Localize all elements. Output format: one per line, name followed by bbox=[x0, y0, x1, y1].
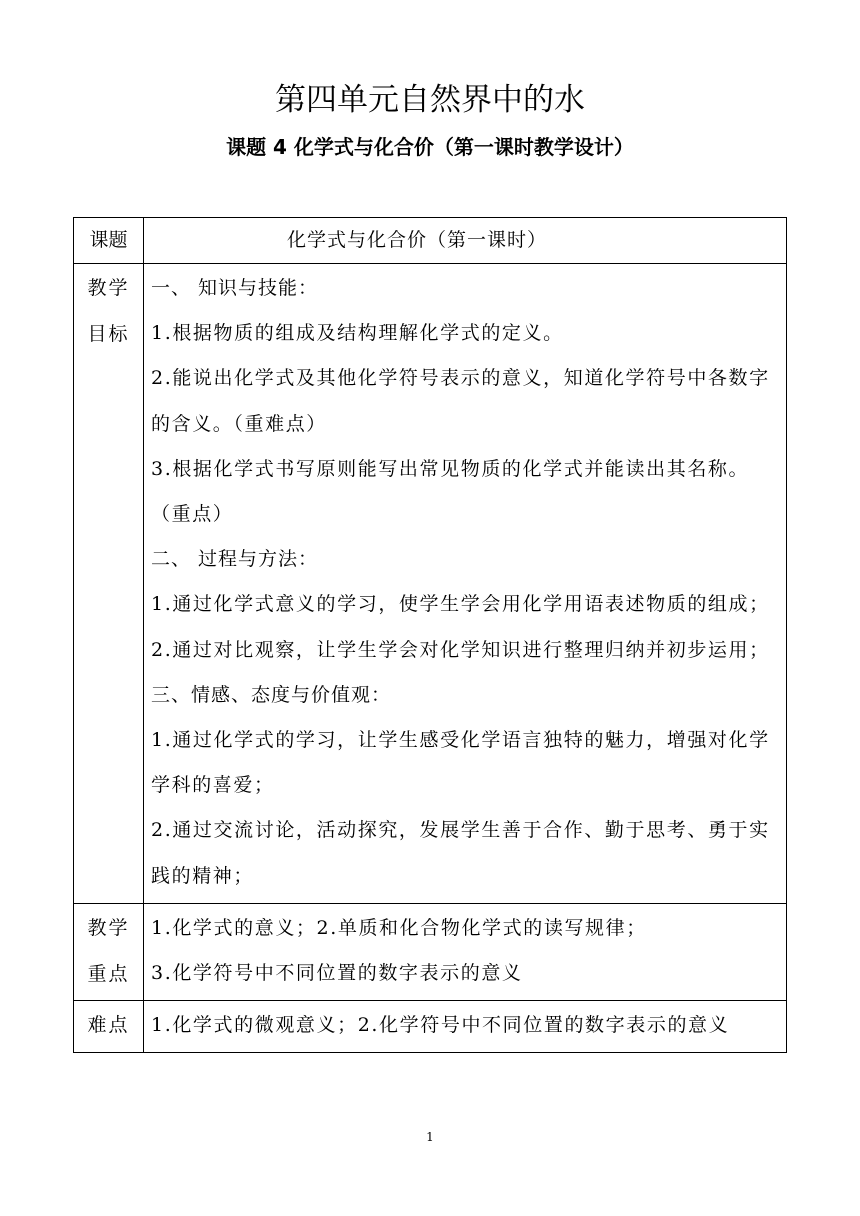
key-points-label bbox=[74, 903, 144, 1000]
objective-item: 2.通过交流讨论，活动探究，发展学生善于合作、勤于思考、勇于实践的精神； bbox=[151, 819, 770, 887]
objective-item: 2.能说出化学式及其他化学符号表示的意义，知道化学符号中各数字的含义。（重难点） bbox=[151, 367, 770, 435]
document-subtitle: 课题 4 化学式与化合价（第一课时教学设计） bbox=[226, 135, 634, 159]
topic-label: 课题 bbox=[74, 218, 144, 264]
objectives-label-line1: 教学 bbox=[87, 277, 130, 299]
objectives-row bbox=[74, 264, 787, 904]
topic-row bbox=[74, 218, 787, 264]
objectives-content bbox=[144, 264, 787, 904]
objective-item: 1.根据物质的组成及结构理解化学式的定义。 bbox=[151, 322, 564, 345]
objective-item: 1.通过化学式意义的学习，使学生学会用化学用语表述物质的组成； bbox=[151, 593, 770, 616]
objective-item: 1.通过化学式的学习，让学生感受化学语言独特的魅力，增强对化学学科的喜爱； bbox=[151, 729, 770, 797]
difficult-points-label bbox=[74, 1001, 144, 1053]
objectives-label-line2: 目标 bbox=[87, 323, 130, 345]
topic-value: 化学式与化合价（第一课时） bbox=[144, 218, 787, 264]
document-title: 第四单元自然界中的水 bbox=[275, 82, 585, 118]
difficult-points-label-text: 难点 bbox=[87, 1014, 130, 1037]
key-point-item: 3.化学符号中不同位置的数字表示的意义 bbox=[151, 962, 523, 985]
page-number: 1 bbox=[426, 1130, 434, 1144]
objective-item: 3.根据化学式书写原则能写出常见物质的化学式并能读出其名称。（重点） bbox=[151, 457, 750, 526]
key-points-label-line2: 重点 bbox=[87, 962, 130, 985]
section-heading: 一、 知识与技能： bbox=[151, 277, 319, 299]
key-point-item: 1.化学式的意义；2.单质和化合物化学式的读写规律； bbox=[151, 916, 647, 939]
key-points-content bbox=[144, 903, 787, 1000]
difficult-points-row bbox=[74, 1001, 787, 1053]
difficult-points-content bbox=[144, 1001, 787, 1053]
key-points-label-line1: 教学 bbox=[87, 916, 130, 939]
section-heading: 二、 过程与方法： bbox=[151, 548, 319, 571]
difficult-point-item: 1.化学式的微观意义；2.化学符号中不同位置的数字表示的意义 bbox=[151, 1014, 730, 1037]
objectives-label bbox=[74, 264, 144, 904]
lesson-plan-table bbox=[73, 217, 787, 1053]
section-heading: 三、情感、态度与价值观： bbox=[151, 683, 392, 706]
key-points-row bbox=[74, 903, 787, 1000]
objective-item: 2.通过对比观察，让学生学会对化学知识进行整理归纳并初步运用； bbox=[151, 638, 770, 661]
